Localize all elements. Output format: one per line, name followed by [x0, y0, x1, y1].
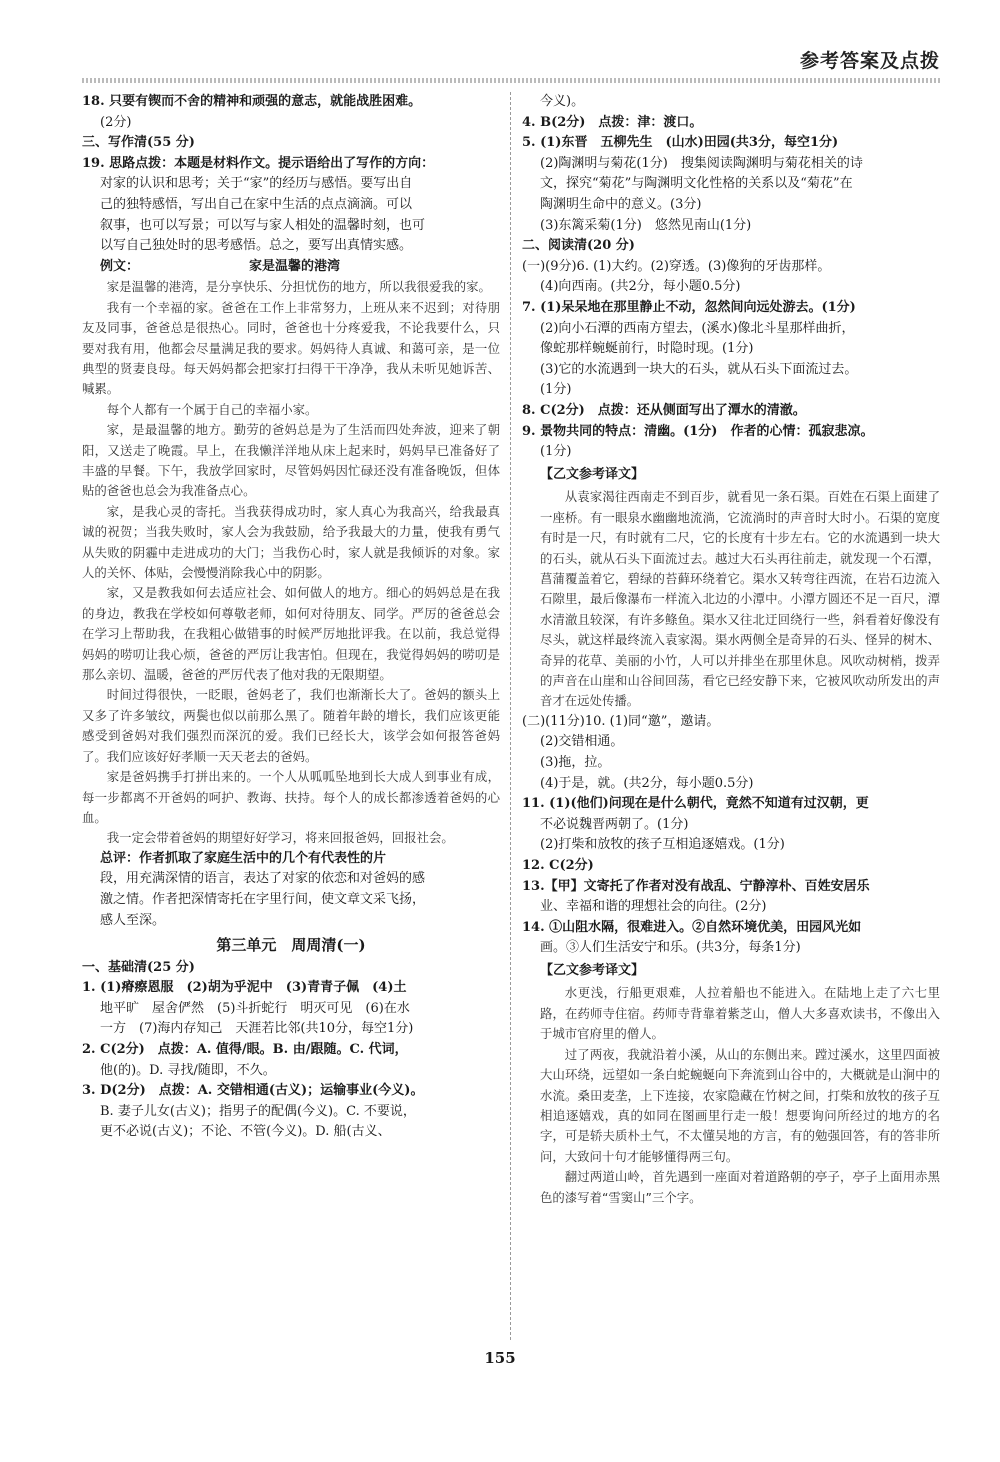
essay-paragraph: 家是温馨的港湾，是分享快乐、分担忧伤的地方，所以我很爱我的家。	[106, 279, 491, 295]
q6-line2: (4)向西南。(共2分，每小题0.5分)	[540, 279, 741, 295]
translation-label: 【乙文参考译文】	[540, 466, 645, 482]
q1-line1: 1. (1)瘠瘵恩服 (2)胡为乎泥中 (3)青青子佩 (4)土	[82, 980, 407, 996]
q7-line4: (3)它的水流遇到一块大的石头，就从石头下面流过去。	[540, 361, 858, 377]
q19-line4: 叙事，也可以写景；可以写与家人相处的温馨时刻，也可	[100, 217, 426, 233]
q7-line5: (1分)	[540, 382, 572, 398]
q11-line1: 11. (1)(他们)问现在是什么朝代，竟然不知道有过汉朝，更	[522, 796, 869, 812]
example-heading	[82, 257, 500, 278]
summary-line2: 段，用充满深情的语言，表达了对家的依恋和对爸妈的感	[100, 871, 426, 887]
q5-line5: (3)东篱采菊(1分) 悠然见南山(1分)	[540, 217, 752, 233]
q14-line2: 画。③人们生活安宁和乐。(共3分，每条1分)	[540, 940, 801, 956]
q9-line1: 9. 景物共同的特点：清幽。(1分) 作者的心情：孤寂悲凉。	[522, 423, 874, 439]
q6-line1: (一)(9分)6. (1)大约。(2)穿透。(3)像狗的牙齿那样。	[522, 258, 831, 274]
q13-line1: 13.【甲】文寄托了作者对没有战乱、宁静淳朴、百姓安居乐	[522, 878, 870, 894]
translation-paragraph: 从袁家渴往西南走不到百步，就看见一条石渠。百姓在石渠上面建了一座桥。有一眼泉水幽幽地流淌，它流淌时的声音时大时小。石渠的宽度有时是一尺，有时就有二尺，它的长度有十步左右。它的水流遇到一块大的石头，就从石头下面流过去。越过大石头再往前走，就发现一个石潭，菖蒲覆盖着它，碧绿的苔藓环绕着它。渠水又转弯往西流，在岩石边流入石隙里，最后像瀑布一样流入北边的小潭中。小潭方圆还不足一百尺，潭水清澈且较深，有许多鲦鱼。渠水又往北迂回绕行一些，斜看着好像没有尽头，就这样最终流入袁家渴。渠水两侧全是奇异的石头、怪异的树木、奇异的花草、美丽的小竹，人可以并排坐在那里休息。风吹动树梢，拨弄的声音在山崖和山谷间回荡，看它已经安静下来，它被风吹动所发出的声音才在远处传播。	[540, 489, 940, 709]
q2-line1: 2. C(2分) 点拨：A. 值得/眼。B. 由/跟随。C. 代词，	[82, 1042, 408, 1058]
q19-line2: 对家的认识和思考；关于“家”的经历与感悟。要写出自	[100, 176, 413, 192]
q10-line1: (二)(11分)10. (1)同“邀”，邀请。	[522, 713, 720, 729]
translation-paragraph: 过了两夜，我就沿着小溪，从山的东侧出来。蹚过溪水，这里四面被大山环绕，远望如一条白蛇蜿蜒向下奔流到山谷中的，大概就是山涧中的水流。桑田麦垄，上下连接，农家隐藏在竹树之间，打柴和放牧的孩子互相追逐嬉戏，真的如同在图画里行走一般！想要询问所经过的地方的名字，可是轿夫质朴土气，不太懂吴地的方言，有的勉强回答，有的答非所问，大致问十句才能够懂得两三句。	[540, 1046, 940, 1164]
q18-line2: (2分)	[100, 114, 132, 130]
section-writing: 三、写作清(55 分)	[82, 135, 195, 151]
q11-line2: 不必说魏晋两朝了。(1分)	[540, 816, 689, 832]
summary-line4: 感人至深。	[100, 912, 166, 928]
q5-line1: 5. (1)东晋 五柳先生 (山水)田园(共3分，每空1分)	[522, 135, 839, 151]
essay-paragraph: 我一定会带着爸妈的期望好好学习，将来回报爸妈，回报社会。	[106, 830, 454, 846]
essay-paragraph: 我有一个幸福的家。爸爸在工作上非常努力，上班从来不迟到；对待朋友及同事，爸爸总是很热心。同时，爸爸也十分疼爱我，不论我要什么，只要对我有用，他都会尽量满足我的要求。妈妈待人真诚、和蔼可亲，是一位典型的贤妻良母。每天妈妈都会把家打扫得干干净净，我从未听见她诉苦、喊累。	[82, 299, 500, 397]
right-column	[522, 92, 940, 1208]
q3-line3: 更不必说(古义)；不论、不管(今义)。D. 船(古义、	[100, 1124, 391, 1140]
essay-paragraph: 家，又是教我如何去适应社会、如何做人的地方。细心的妈妈总是在我的身边，教我在学校如何尊敬老师，如何对待朋友、同学。严厉的爸爸总会在学习上帮助我，在我粗心做错事的时候严厉地批评我。在以前，我总觉得妈妈的唠叨让我心烦，爸爸的严厉让我害怕。但现在，我觉得妈妈的唠叨是那么亲切、温暖，爸爸的严厉代表了他对我的无限期望。	[82, 585, 500, 683]
q1-line3: 一方 (7)海内存知己 天涯若比邻(共10分，每空1分)	[100, 1021, 414, 1037]
q10-line2: (2)交错相通。	[540, 734, 624, 750]
q19-line5: 以写自己独处时的思考感悟。总之，要写出真情实感。	[100, 238, 413, 254]
page-number: 155	[484, 1349, 516, 1367]
q8-line: 8. C(2分) 点拨：还从侧面写出了潭水的清澈。	[522, 402, 806, 418]
summary-line3: 激之情。作者把深情寄托在字里行间，使文章文采飞扬，	[100, 891, 426, 907]
page-header	[82, 42, 940, 76]
q18-line1: 18. 只要有锲而不舍的精神和顽强的意志，就能战胜困难。	[82, 94, 422, 109]
q3-continuation: 今义)。	[540, 94, 585, 109]
left-column	[82, 92, 500, 1143]
q1-line2: 地平旷 屋舍俨然 (5)斗折蛇行 明灭可见 (6)在水	[100, 1000, 410, 1016]
translation-label: 【乙文参考译文】	[540, 962, 645, 978]
unit-title: 第三单元 周周清(一)	[216, 936, 366, 955]
q10-line4: (4)于是，就。(共2分，每小题0.5分)	[540, 775, 754, 791]
q10-line3: (3)拖，拉。	[540, 754, 611, 770]
q3-line2: B. 妻子儿女(古义)；指男子的配偶(今义)。C. 不要说，	[100, 1103, 416, 1119]
q19-line3: 己的独特感悟，写出自己在家中生活的点点滴滴。可以	[100, 196, 413, 212]
header-title: 参考答案及点拨	[799, 50, 940, 72]
translation-paragraph: 水更浅，行船更艰难，人拉着船也不能进入。在陆地上走了六七里路，在药师寺住宿。药师寺背靠着紫芝山，僧人大多喜欢读书，不像出入于城市官府里的僧人。	[540, 985, 940, 1042]
q19-line1: 19. 思路点拨：本题是材料作文。提示语给出了写作的方向：	[82, 155, 435, 171]
essay-paragraph: 时间过得很快，一眨眼，爸妈老了，我们也渐渐长大了。爸妈的额头上又多了许多皱纹，两鬓也似以前那么黑了。随着年龄的增长，我们应该更能感受到爸妈对我们强烈而深沉的爱。我们已经长大，该学会如何报答爸妈了。我们应该好好孝顺一天天老去的爸妈。	[82, 687, 500, 764]
example-title: 家是温馨的港湾	[249, 258, 341, 274]
q7-line3: 像蛇那样蜿蜒前行，时隐时现。(1分)	[540, 341, 754, 357]
essay-paragraph: 家是爸妈携手打拼出来的。一个人从呱呱坠地到长大成人到事业有成，每一步都离不开爸妈的呵护、教诲、扶持。每个人的成长都渗透着爸妈的心血。	[82, 769, 500, 825]
section-basics: 一、基础清(25 分)	[82, 959, 195, 975]
q13-line2: 业、幸福和谐的理想社会的向往。(2分)	[540, 899, 767, 915]
translation-paragraph: 翻过两道山岭，首先遇到一座面对着道路朝的亭子，亭子上面用赤黑色的漆写着“雪窦山”三个字。	[540, 1169, 940, 1205]
q2-line2: 他(的)。D. 寻找/随即，不久。	[100, 1062, 276, 1078]
q5-line4: 陶渊明生命中的意义。(3分)	[540, 196, 702, 212]
q9-line2: (1分)	[540, 444, 572, 460]
example-label: 例文：	[100, 258, 140, 274]
essay-paragraph: 家，是最温馨的地方。勤劳的爸妈总是为了生活而四处奔波，迎来了朝阳，又送走了晚霞。早上，在我懒洋洋地从床上起来时，妈妈早已准备好了丰盛的早餐。下午，我放学回家时，尽管妈妈因忙碌还没有准备晚饭，但体贴的爸爸也总会为我准备点心。	[82, 422, 500, 499]
q4-line: 4. B(2分) 点拨：津：渡口。	[522, 114, 703, 130]
essay-paragraph: 家，是我心灵的寄托。当我获得成功时，家人真心为我高兴，给我最真诚的祝贺；当我失败时，家人会为我鼓励，给予我最大的力量，使我有勇气从失败的阴霾中走进成功的大门；当我伤心时，家人就是我倾诉的对象。家人的关怀、体贴，会慢慢消除我心中的阴影。	[82, 503, 500, 581]
q3-line1: 3. D(2分) 点拨：A. 交错相通(古义)；运输事业(今义)。	[82, 1083, 424, 1099]
q5-line3: 文，探究“菊花”与陶渊明文化性格的关系以及“菊花”在	[540, 176, 853, 192]
q11-line3: (2)打柴和放牧的孩子互相追逐嬉戏。(1分)	[540, 837, 785, 853]
q7-line1: 7. (1)呆呆地在那里静止不动，忽然间向远处游去。(1分)	[522, 299, 856, 315]
header-rule	[82, 78, 940, 83]
q14-line1: 14. ①山阻水隔，很难进入。②自然环境优美，田园风光如	[522, 919, 862, 935]
q7-line2: (2)向小石潭的西南方望去，(溪水)像北斗星那样曲折，	[540, 320, 855, 336]
summary-line1: 总评：作者抓取了家庭生活中的几个有代表性的片	[100, 850, 387, 866]
section-reading: 二、阅读清(20 分)	[522, 238, 635, 254]
q5-line2: (2)陶渊明与菊花(1分) 搜集阅读陶渊明与菊花相关的诗	[540, 155, 863, 171]
q12-line: 12. C(2分)	[522, 857, 594, 873]
essay-paragraph: 每个人都有一个属于自己的幸福小家。	[106, 401, 318, 417]
column-divider	[510, 92, 511, 1340]
